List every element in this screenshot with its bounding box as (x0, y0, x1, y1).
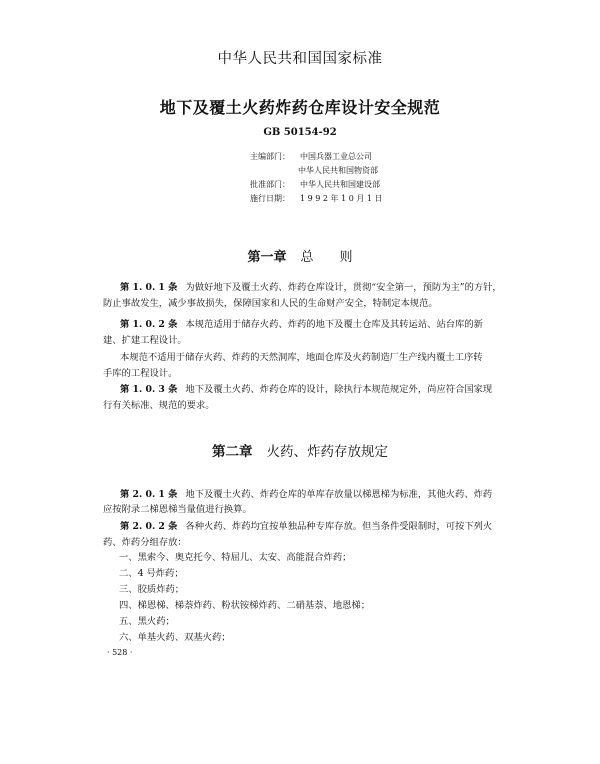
clause-2-0-2-number: 第 2. 0. 2 条 (120, 521, 178, 532)
clause-1-0-2-line-1 (120, 317, 483, 333)
clause-1-0-2-text-2: 建、扩建工程设计。 (103, 335, 187, 346)
meta-chief-row (250, 151, 372, 163)
clause-1-0-3-text-2: 行有关标准、规范的要求。 (103, 400, 215, 411)
clause-2-0-1-number: 第 2. 0. 1 条 (120, 489, 178, 500)
chapter-1-title-b: 则 (339, 250, 353, 265)
meta-date-label: 施行日期： (250, 194, 290, 203)
chapter-1-title-a: 总 (300, 250, 314, 265)
clause-1-0-1-line-1 (120, 280, 502, 296)
clause-1-0-1-text-2: 防止事故发生，减少事故损失，保障国家和人民的生命财产安全，特制定本规范。 (103, 298, 438, 309)
meta-chief-2: 中华人民共和国物资部 (298, 166, 378, 175)
clause-1-0-1-text-1: 为做好地下及覆土火药、炸药仓库设计，贯彻“安全第一，预防为主”的方针， (185, 282, 502, 293)
chapter-1-heading (0, 246, 600, 265)
standard-name: 中华人民共和国国家标准 (217, 51, 383, 67)
clause-2-0-2-text-1: 各种火药、炸药均宜按单独品种专库存放。但当条件受限制时，可按下列火 (185, 521, 493, 532)
clause-2-0-1-text-2: 应按附录二梯恩梯当量值进行换算。 (103, 504, 252, 515)
meta-chief-1: 中国兵器工业总公司 (300, 152, 372, 161)
standard-code: GB 50154-92 (263, 127, 337, 138)
clause-1-0-3-number: 第 1. 0. 3 条 (120, 384, 178, 395)
list-item: 六、单基火药、双基火药； (119, 632, 231, 643)
clause-2-0-2-line-1 (120, 519, 492, 535)
meta-approve-label: 批准部门： (250, 180, 290, 189)
document-title: 地下及覆土火药炸药仓库设计安全规范 (159, 98, 441, 117)
list-item: 一、黑索今、奥克托今、特屈儿、太安、高能混合炸药； (119, 552, 352, 563)
chapter-2-heading (0, 440, 600, 460)
clause-1-0-2-number: 第 1. 0. 2 条 (120, 319, 178, 330)
chapter-2-number: 第二章 (212, 444, 253, 460)
list-item: 三、胶质炸药； (119, 584, 185, 595)
meta-approve-row (250, 179, 380, 191)
meta-approve: 中华人民共和国建设部 (300, 180, 380, 189)
meta-date: 1 9 9 2 年 1 0 月 1 日 (300, 194, 383, 203)
clause-1-0-2-text-1: 本规范适用于储存火药、炸药的地下及覆土仓库及其转运站、站台库的新 (185, 319, 483, 330)
clause-2-0-2-text-2: 药、炸药分组存放： (103, 537, 187, 548)
clause-1-0-2-note-2: 手库的工程设计。 (103, 368, 178, 379)
meta-date-row (250, 193, 383, 205)
chapter-1-number: 第一章 (247, 250, 287, 265)
list-item: 四、梯恩梯、梯萘炸药、粉状铵梯炸药、二硝基萘、地恩梯； (119, 600, 371, 611)
list-item: 五、黑火药； (119, 616, 175, 627)
page-number: · 528 · (107, 648, 133, 657)
list-item: 二、4 号炸药； (119, 568, 184, 579)
chapter-2-title: 火药、炸药存放规定 (266, 444, 388, 460)
clause-2-0-1-text-1: 地下及覆土火药、炸药仓库的单库存放量以梯恩梯为标准，其他火药、炸药 (185, 489, 493, 500)
meta-chief-row-2 (260, 165, 378, 177)
clause-1-0-3-line-1 (120, 382, 492, 398)
clause-1-0-1-number: 第 1. 0. 1 条 (120, 282, 178, 293)
clause-1-0-3-text-1: 地下及覆土火药、炸药仓库的设计，除执行本规范规定外，尚应符合国家现 (185, 384, 493, 395)
clause-1-0-2-note-1: 本规范不适用于储存火药、炸药的天然洞库，地面仓库及火药制造厂生产线内覆土工序转 (120, 352, 483, 363)
clause-2-0-1-line-1 (120, 487, 492, 503)
meta-chief-label: 主编部门： (250, 152, 290, 161)
